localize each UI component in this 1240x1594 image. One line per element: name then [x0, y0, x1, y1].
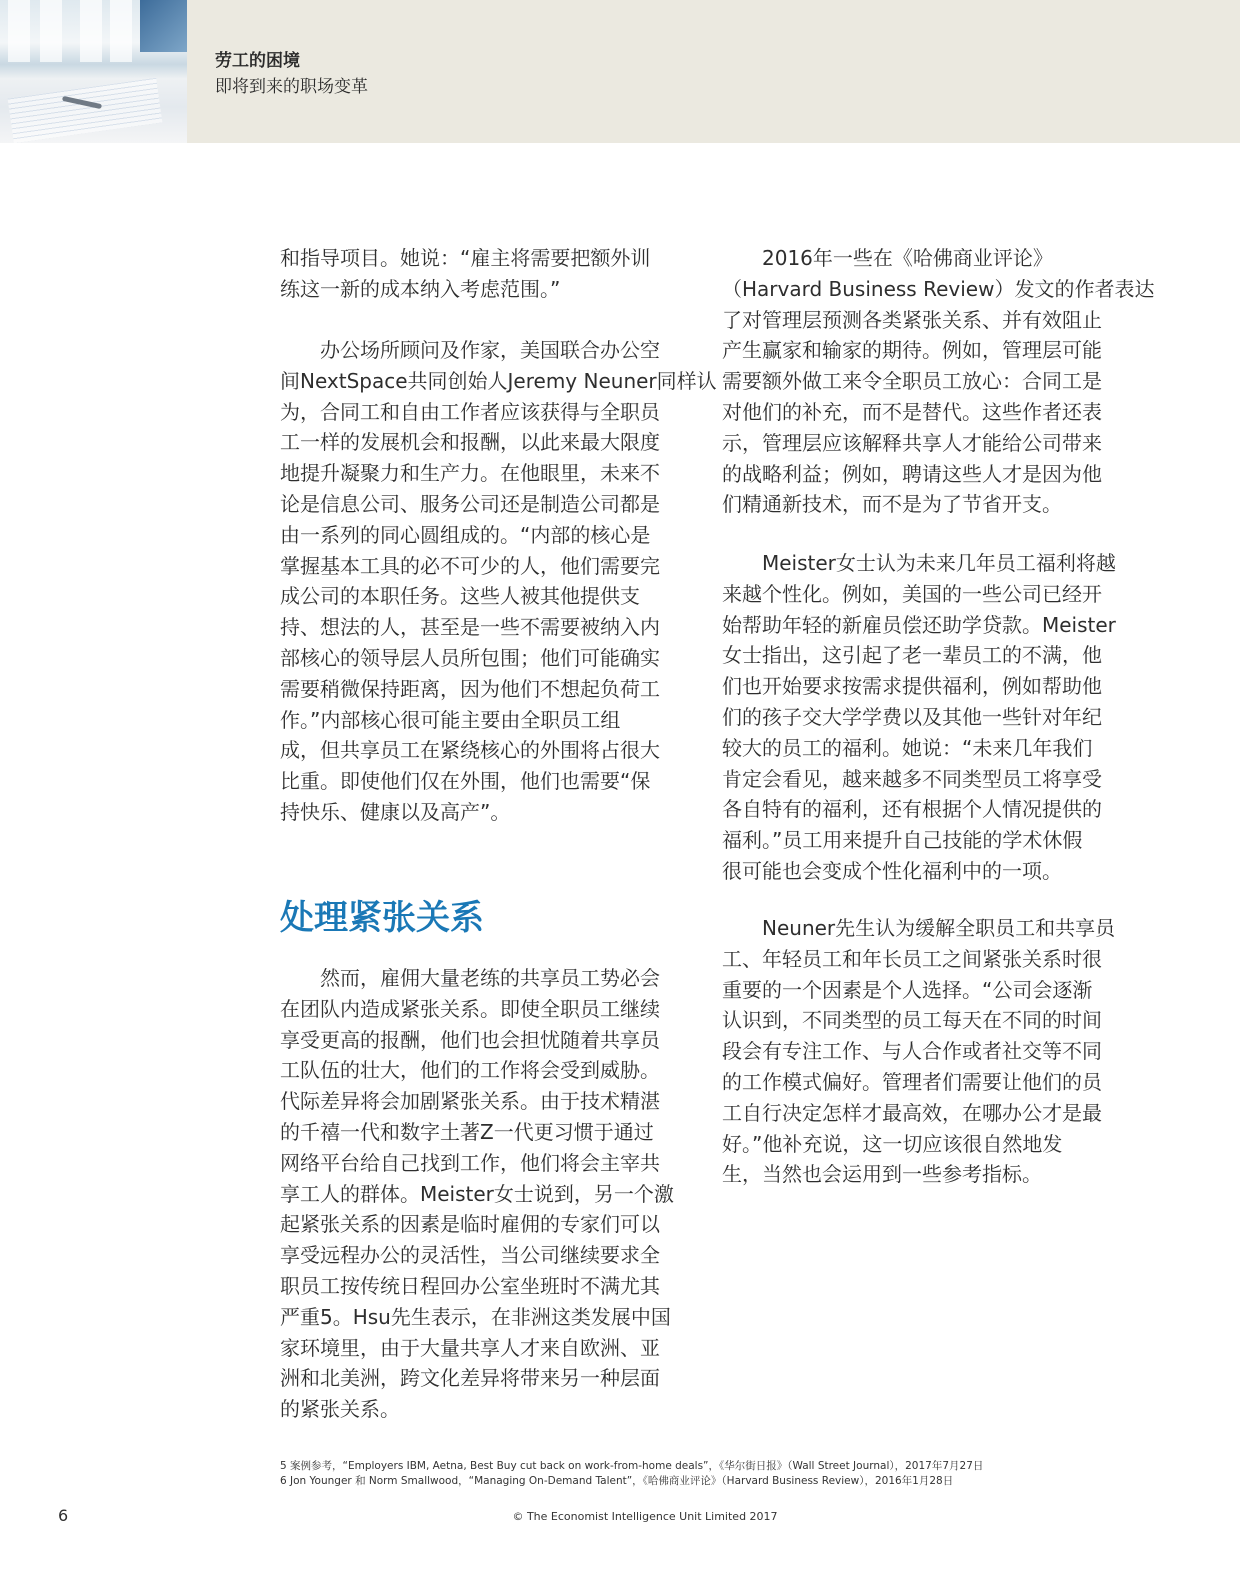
text-line: 起紧张关系的因素是临时雇佣的专家们可以 [280, 1212, 660, 1237]
page-number: 6 [58, 1506, 69, 1525]
text-line: 办公场所顾问及作家，美国联合办公空 [280, 338, 660, 362]
text-line: 很可能也会变成个性化福利中的一项。 [722, 858, 1062, 883]
text-line: 享受更高的报酬，他们也会担忧随着共享员 [280, 1027, 660, 1052]
right-paragraph-2 [722, 548, 1142, 887]
text-line: 练这一新的成本纳入考虑范围。” [280, 276, 561, 301]
right-paragraph-3 [722, 913, 1142, 1190]
report-subtitle: 即将到来的职场变革 [215, 77, 368, 97]
text-line: 的战略利益；例如，聘请这些人才是因为他 [722, 461, 1102, 486]
text-line: 成，但共享员工在紧绕核心的外围将占很大 [280, 738, 660, 763]
footnote-5: 5 案例参考，“Employers IBM, Aetna, Best Buy cut back on work-from-home deals”，《华尔街日报》（Wall Street Journal），2017年7月27日 [280, 1460, 984, 1472]
text-line: 的工作模式偏好。管理者们需要让他们的员 [722, 1069, 1102, 1094]
text-line: 为，合同工和自由工作者应该获得与全职员 [280, 399, 660, 424]
text-line: 示，管理层应该解释共享人才能给公司带来 [722, 430, 1102, 455]
header-office-photo [0, 0, 187, 143]
text-line: 洲和北美洲，跨文化差异将带来另一种层面 [280, 1366, 660, 1391]
text-line: 重要的一个因素是个人选择。“公司会逐渐 [722, 977, 1093, 1002]
text-line: 掌握基本工具的必不可少的人，他们需要完 [280, 553, 660, 578]
text-line: 们也开始要求按需求提供福利，例如帮助他 [722, 674, 1102, 699]
text-line: 职员工按传统日程回办公室坐班时不满尤其 [280, 1273, 660, 1298]
text-line: 女士指出，这引起了老一辈员工的不满，他 [722, 643, 1102, 668]
text-line: 由一系列的同心圆组成的。“内部的核心是 [280, 522, 651, 547]
section-heading: 处理紧张关系 [280, 898, 484, 938]
text-line: （Harvard Business Review）发文的作者表达 [722, 276, 1155, 301]
page-header [0, 0, 1240, 143]
text-line: 段会有专注工作、与人合作或者社交等不同 [722, 1039, 1102, 1064]
text-line: 来越个性化。例如，美国的一些公司已经开 [722, 581, 1102, 606]
copyright: © The Economist Intelligence Unit Limited 2017 [512, 1510, 778, 1523]
text-line: 各自特有的福利，还有根据个人情况提供的 [722, 797, 1102, 822]
text-line: 享受远程办公的灵活性，当公司继续要求全 [280, 1243, 660, 1268]
text-line: 在团队内造成紧张关系。即使全职员工继续 [280, 996, 660, 1021]
text-line: 福利。”员工用来提升自己技能的学术休假 [722, 828, 1083, 853]
left-paragraph-3 [280, 963, 700, 1425]
text-line: 工、年轻员工和年长员工之间紧张关系时很 [722, 946, 1102, 971]
text-line: 的千禧一代和数字土著Z一代更习惯于通过 [280, 1119, 654, 1144]
text-line: 比重。即使他们仅在外围，他们也需要“保 [280, 769, 651, 794]
text-line: 工一样的发展机会和报酬，以此来最大限度 [280, 430, 660, 455]
text-line: 地提升凝聚力和生产力。在他眼里，未来不 [280, 461, 660, 486]
text-line: 了对管理层预测各类紧张关系、并有效阻止 [722, 307, 1102, 332]
text-line: 需要稍微保持距离，因为他们不想起负荷工 [280, 676, 660, 701]
left-paragraph-2 [280, 335, 717, 828]
report-title: 劳工的困境 [215, 51, 300, 71]
text-line: 代际差异将会加剧紧张关系。由于技术精湛 [280, 1089, 660, 1114]
text-line: 持快乐、健康以及高产”。 [280, 799, 511, 824]
text-line: 们的孩子交大学学费以及其他一些针对年纪 [722, 704, 1102, 729]
text-line: 然而，雇佣大量老练的共享员工势必会 [280, 966, 660, 990]
text-line: 成公司的本职任务。这些人被其他提供支 [280, 584, 640, 609]
right-paragraph-1 [722, 243, 1155, 520]
text-line: 工队伍的壮大，他们的工作将会受到威胁。 [280, 1058, 660, 1083]
text-line: 和指导项目。她说：“雇主将需要把额外训 [280, 246, 651, 270]
left-paragraph-1 [280, 243, 700, 305]
text-line: 较大的员工的福利。她说：“未来几年我们 [722, 735, 1093, 760]
text-line: Meister女士认为未来几年员工福利将越 [722, 551, 1116, 575]
text-line: 家环境里，由于大量共享人才来自欧洲、亚 [280, 1335, 660, 1360]
text-line: 始帮助年轻的新雇员偿还助学贷款。Meister [722, 612, 1116, 637]
text-line: Neuner先生认为缓解全职员工和共享员 [722, 916, 1116, 940]
text-line: 作。”内部核心很可能主要由全职员工组 [280, 707, 621, 732]
text-line: 严重5。Hsu先生表示，在非洲这类发展中国 [280, 1304, 671, 1329]
text-line: 论是信息公司、服务公司还是制造公司都是 [280, 491, 660, 516]
text-line: 肯定会看见，越来越多不同类型员工将享受 [722, 766, 1102, 791]
text-line: 对他们的补充，而不是替代。这些作者还表 [722, 399, 1102, 424]
text-line: 2016年一些在《哈佛商业评论》 [722, 246, 1053, 270]
text-line: 网络平台给自己找到工作，他们将会主宰共 [280, 1150, 660, 1175]
text-line: 的紧张关系。 [280, 1397, 400, 1422]
text-line: 好。”他补充说，这一切应该很自然地发 [722, 1131, 1063, 1156]
text-line: 工自行决定怎样才最高效，在哪办公才是最 [722, 1100, 1102, 1125]
text-line: 们精通新技术，而不是为了节省开支。 [722, 492, 1062, 517]
text-line: 需要额外做工来令全职员工放心：合同工是 [722, 369, 1102, 394]
text-line: 部核心的领导层人员所包围；他们可能确实 [280, 645, 660, 670]
text-line: 间NextSpace共同创始人Jeremy Neuner同样认 [280, 368, 717, 393]
text-line: 生，当然也会运用到一些参考指标。 [722, 1162, 1042, 1187]
text-line: 产生赢家和输家的期待。例如，管理层可能 [722, 338, 1102, 363]
text-line: 持、想法的人，甚至是一些不需要被纳入内 [280, 615, 660, 640]
footnote-6: 6 Jon Younger 和 Norm Smallwood，“Managing On-Demand Talent”，《哈佛商业评论》（Harvard Business Review），2016年1月28日 [280, 1475, 954, 1487]
text-line: 享工人的群体。Meister女士说到，另一个激 [280, 1181, 674, 1206]
text-line: 认识到，不同类型的员工每天在不同的时间 [722, 1008, 1102, 1033]
